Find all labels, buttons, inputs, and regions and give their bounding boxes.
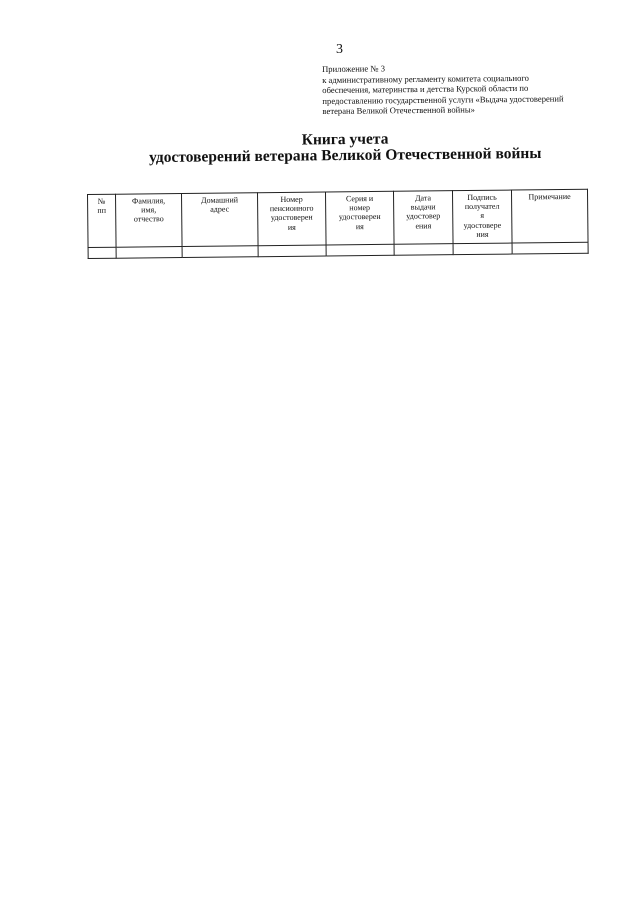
appendix-note xyxy=(322,61,613,117)
table-cell xyxy=(88,247,116,258)
column-header-notes: Примечание xyxy=(511,189,588,243)
appendix-line: обеспечения, материнства и детства Курской области по xyxy=(322,83,529,96)
table-header-row xyxy=(88,189,589,247)
appendix-line: ветерана Великой Отечественной войны» xyxy=(322,104,475,117)
column-header-issue-date: Дата выдачи удостовер ения xyxy=(393,191,453,245)
table-cell xyxy=(512,242,588,254)
table-cell xyxy=(182,246,258,258)
ledger-table xyxy=(87,189,589,259)
appendix-line: к административному регламенту комитета социального xyxy=(322,72,530,85)
title-line-2: удостоверений ветерана Великой Отечественной войны xyxy=(148,144,542,167)
column-header-pension-certificate-number: Номер пенсионного удостоверен ия xyxy=(257,192,326,246)
table-cell xyxy=(258,245,326,257)
column-header-home-address: Домашний адрес xyxy=(182,193,259,247)
table-cell xyxy=(116,247,182,259)
column-header-number: № пп xyxy=(88,194,117,247)
column-header-full-name: Фамилия, имя, отчество xyxy=(116,194,183,248)
appendix-line: Приложение № 3 xyxy=(322,63,386,74)
table-cell xyxy=(326,244,394,256)
column-header-certificate-series-number: Серия и номер удостоверен ия xyxy=(325,191,394,245)
column-header-recipient-signature: Подпись получател я удостовере ния xyxy=(452,190,512,244)
table-cell xyxy=(394,244,453,256)
appendix-line: предоставлению государственной услуги «Выдача удостоверений xyxy=(322,93,564,106)
document-title xyxy=(100,129,590,166)
title-line-1: Книга учета xyxy=(301,130,389,149)
table-cell xyxy=(453,243,512,255)
page-number: 3 xyxy=(336,42,343,57)
